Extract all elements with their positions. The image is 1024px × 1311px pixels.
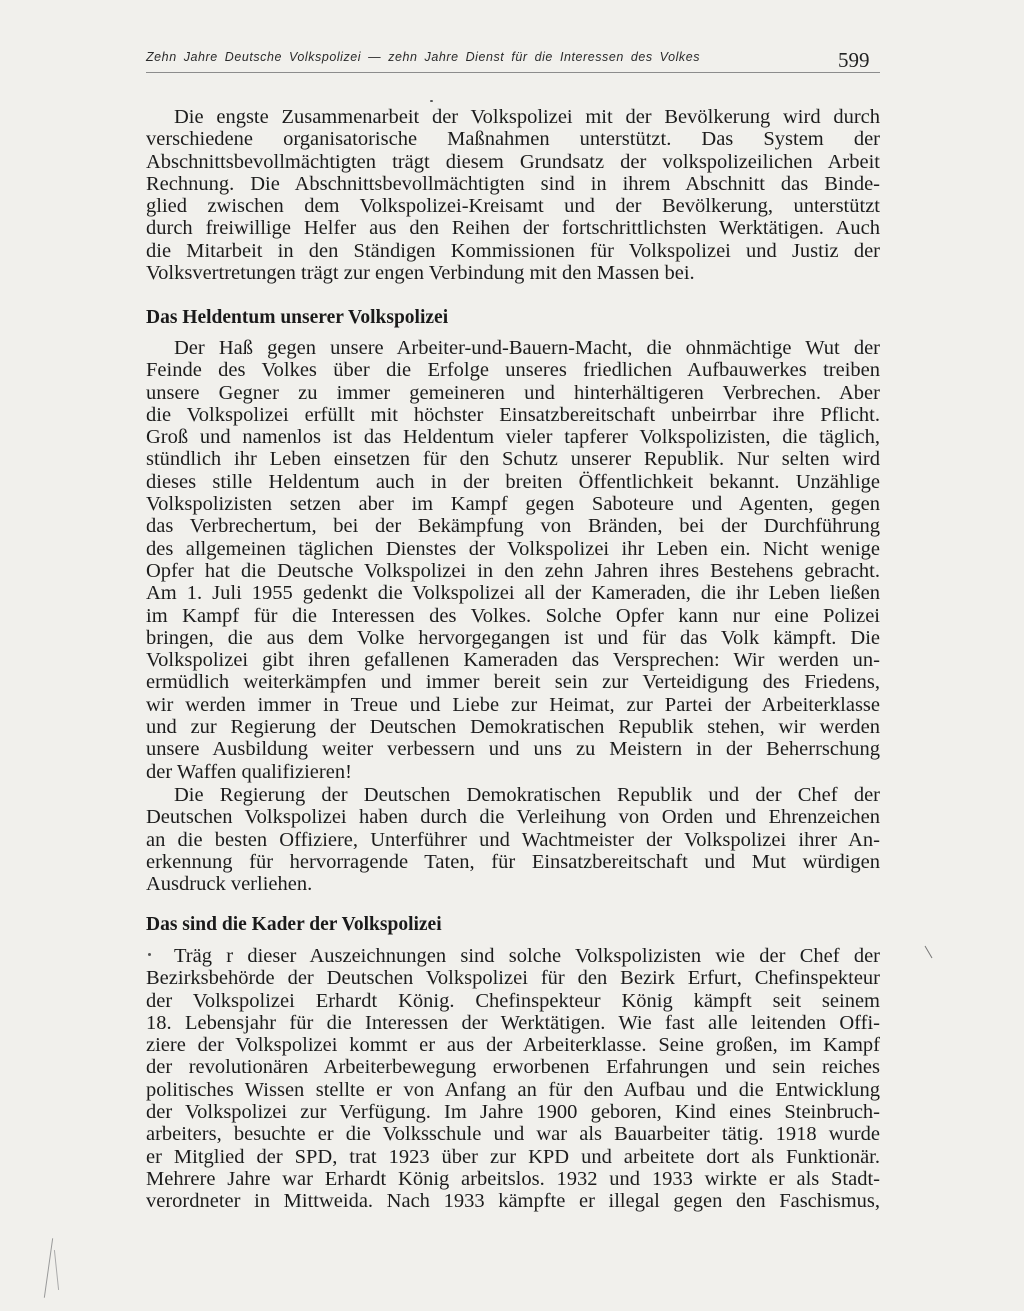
text-line: der revolutionären Arbeiterbewegung erworbenen Erfahrungen und sein reiches xyxy=(146,1056,880,1079)
text-line: politisches Wissen stellte er von Anfang an für den Aufbau und die Entwicklung xyxy=(146,1078,880,1101)
section-2-paragraph-a xyxy=(146,945,880,1213)
running-header: Zehn Jahre Deutsche Volkspolizei — zehn Jahre Dienst für die Interessen des Volkes xyxy=(146,50,701,64)
intro-paragraph xyxy=(146,106,880,284)
scan-mark xyxy=(925,946,933,959)
scan-mark xyxy=(44,1238,53,1298)
text-line: erkennung für hervorragende Taten, für Einsatzbereitschaft und Mut würdigen xyxy=(146,850,880,873)
text-line: an die besten Offiziere, Unterführer und Wachtmeister der Volkspolizei ihrer An- xyxy=(146,828,880,851)
text-line: unsere Gegner zu immer gemeineren und hinterhältigeren Verbrechen. Aber xyxy=(146,381,880,404)
text-line: Deutschen Volkspolizei haben durch die Verleihung von Orden und Ehrenzeichen xyxy=(146,806,880,829)
text-line: Volkspolizei gibt ihren gefallenen Kameraden das Versprechen: Wir werden un- xyxy=(146,649,880,672)
text-line: die Volkspolizei erfüllt mit höchster Einsatzbereitschaft unbeirrbar ihre Pflicht. xyxy=(146,403,880,426)
text-line: Volkspolizisten setzen aber im Kampf gegen Saboteure und Agenten, gegen xyxy=(146,493,880,516)
text-line: Mehrere Jahre war Erhardt König arbeitslos. 1932 und 1933 wirkte er als Stadt- xyxy=(146,1167,880,1190)
text-line: Träg r dieser Auszeichnungen sind solche Volkspolizisten wie der Chef der xyxy=(174,945,880,967)
text-line: 18. Lebensjahr für die Interessen der Werktätigen. Wie fast alle leitenden Offi- xyxy=(146,1011,880,1034)
text-line: ermüdlich weiterkämpfen und immer bereit sein zur Verteidigung des Friedens, xyxy=(146,671,880,694)
text-line: Volksvertretungen trägt zur engen Verbindung mit den Massen bei. xyxy=(146,262,695,285)
text-line: Der Haß gegen unsere Arbeiter-und-Bauern-Macht, die ohnmächtige Wut der xyxy=(174,337,880,359)
section-heading: Das Heldentum unserer Volkspolizei xyxy=(146,307,449,328)
text-line: Feinde des Volkes über die Erfolge unseres friedlichen Aufbauwerkes treiben xyxy=(146,359,880,382)
text-line: dieses stille Heldentum auch in der breiten Öffentlichkeit bekannt. Unzählige xyxy=(146,470,880,493)
text-line: Bezirksbehörde der Deutschen Volkspolizei für den Bezirk Erfurt, Chefinspekteur xyxy=(146,967,880,990)
text-line: Groß und namenlos ist das Heldentum vieler tapferer Volkspolizisten, die täglich, xyxy=(146,426,880,449)
text-line: und zur Regierung der Deutschen Demokratischen Republik stehen, wir werden xyxy=(146,716,880,739)
scan-mark xyxy=(54,1250,59,1290)
text-line: stündlich ihr Leben einsetzen für den Schutz unserer Republik. Nur selten wird xyxy=(146,448,880,471)
section-1-paragraph-a xyxy=(146,337,880,783)
text-line: bringen, die aus dem Volke hervorgegangen ist und für das Volk kämpft. Die xyxy=(146,626,880,649)
text-line: das Verbrechertum, bei der Bekämpfung von Bränden, bei der Durchführung xyxy=(146,515,880,538)
text-line: verschiedene organisatorische Maßnahmen unterstützt. Das System der xyxy=(146,128,880,151)
scan-speck xyxy=(430,100,433,102)
text-line: Die engste Zusammenarbeit der Volkspolizei mit der Bevölkerung wird durch xyxy=(174,106,880,128)
header-rule xyxy=(146,72,880,73)
text-line: glied zwischen dem Volkspolizei-Kreisamt und der Bevölkerung, unterstützt xyxy=(146,195,880,218)
section-heading: Das sind die Kader der Volkspolizei xyxy=(146,914,442,935)
text-line: verordneter in Mittweida. Nach 1933 kämpfte er illegal gegen den Faschismus, xyxy=(146,1190,880,1213)
text-line: arbeiters, besuchte er die Volksschule und war als Bauarbeiter tätig. 1918 wurde xyxy=(146,1123,880,1146)
text-line: der Volkspolizei Erhardt König. Chefinspekteur König kämpft seit seinem xyxy=(146,989,880,1012)
text-line: der Volkspolizei zur Verfügung. Im Jahre 1900 geboren, Kind eines Steinbruch- xyxy=(146,1101,880,1124)
text-line: Opfer hat die Deutsche Volkspolizei in den zehn Jahren ihres Bestehens gebracht. xyxy=(146,559,880,582)
text-line: Abschnittsbevollmächtigten trägt diesem Grundsatz der volkspolizeilichen Arbeit xyxy=(146,150,880,173)
scan-speck xyxy=(148,953,151,956)
text-line: die Mitarbeit in den Ständigen Kommissionen für Volkspolizei und Justiz der xyxy=(146,239,880,262)
text-line: der Waffen qualifizieren! xyxy=(146,760,352,783)
text-line: Die Regierung der Deutschen Demokratischen Republik und der Chef der xyxy=(174,784,880,806)
text-line: durch freiwillige Helfer aus den Reihen der fortschrittlichsten Werktätigen. Auch xyxy=(146,217,880,240)
text-line: Rechnung. Die Abschnittsbevollmächtigten sind in ihrem Abschnitt das Binde- xyxy=(146,172,880,195)
section-1-paragraph-b xyxy=(146,784,880,895)
text-line: des allgemeinen täglichen Dienstes der Volkspolizei ihr Leben ein. Nicht wenige xyxy=(146,537,880,560)
text-line: er Mitglied der SPD, trat 1923 über zur KPD und arbeitete dort als Funktionär. xyxy=(146,1145,880,1168)
text-line: unsere Ausbildung weiter verbessern und uns zu Meistern in der Beherrschung xyxy=(146,738,880,761)
text-line: wir werden immer in Treue und Liebe zur Heimat, zur Partei der Arbeiterklasse xyxy=(146,693,880,716)
text-line: ziere der Volkspolizei kommt er aus der Arbeiterklasse. Seine großen, im Kampf xyxy=(146,1034,880,1057)
text-line: im Kampf für die Interessen des Volkes. Solche Opfer kann nur eine Polizei xyxy=(146,604,880,627)
text-line: Am 1. Juli 1955 gedenkt die Volkspolizei all der Kameraden, die ihr Leben ließen xyxy=(146,582,880,605)
page-number: 599 xyxy=(838,48,870,72)
text-line: Ausdruck verliehen. xyxy=(146,873,313,896)
